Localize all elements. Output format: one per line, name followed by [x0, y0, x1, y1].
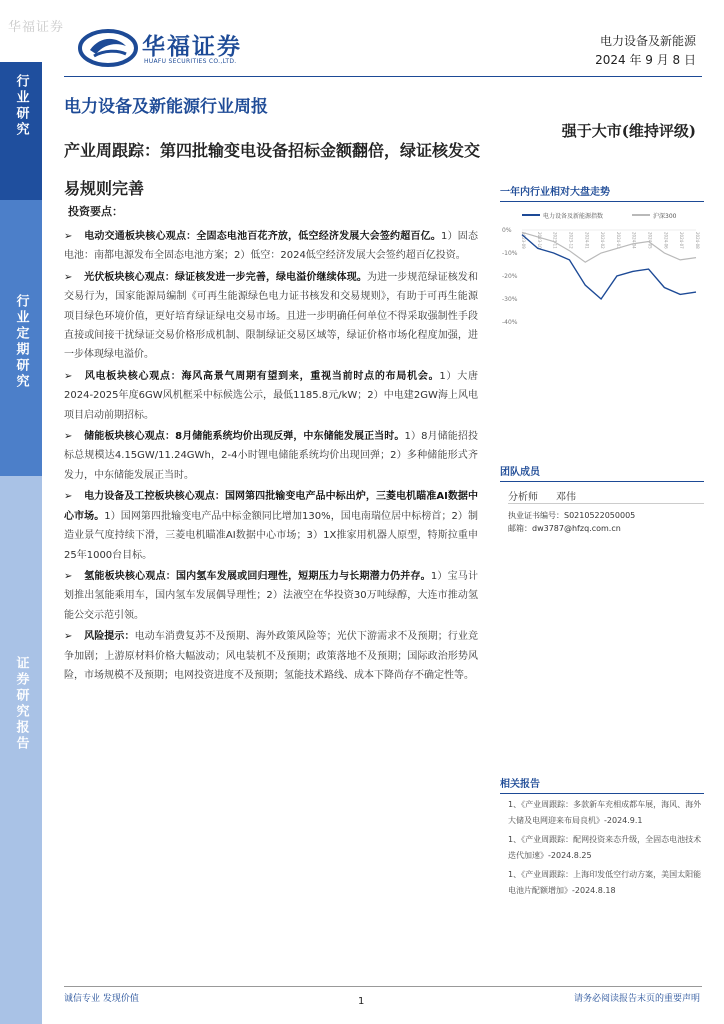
highlights-heading: 投资要点：	[68, 205, 123, 218]
highlight-headline: 光伏板块核心观点：绿证核发进一步完善，绿电溢价继续体现。	[84, 271, 367, 283]
sidebar-label: 证券研究报告	[13, 656, 29, 752]
x-tick-label: 2024-07	[679, 232, 685, 249]
chart-heading: 一年内行业相对大盘走势	[500, 183, 704, 202]
x-tick-label: 2024-06	[663, 232, 669, 249]
highlight-point	[64, 627, 478, 685]
team-heading: 团队成员	[500, 463, 704, 482]
team-info	[508, 488, 704, 535]
analyst-label: 分析师	[508, 492, 538, 503]
highlights-list	[64, 227, 478, 685]
highlight-body: 1）大唐2024-2025年度6GW风机框采中标候选公示，最低1185.8元/kW；2）中电建2GW海上风电项目启动前期招标。	[64, 370, 478, 421]
logo-name-cn: 华福证券	[142, 33, 242, 60]
report-title: 电力设备及新能源行业周报	[64, 97, 268, 117]
y-tick-label: -10%	[502, 250, 518, 257]
y-tick-label: -40%	[502, 319, 518, 326]
highlight-headline: 电力设备及工控板块核心观点：国网第四批输变电产品中标出炉，三菱电机瞄准AI数据中心市场。	[64, 491, 478, 522]
x-tick-label: 2024-05	[647, 232, 653, 249]
series-line-hs300	[522, 232, 696, 262]
highlight-headline: 储能板块核心观点：8月储能系统均价出现反弹，中东储能发展正当时。	[84, 431, 405, 443]
footer-slogan: 诚信专业 发现价值	[64, 994, 139, 1004]
logo-name-en: HUAFU SECURITIES CO.,LTD.	[144, 58, 237, 65]
header-category: 电力设备及新能源	[599, 34, 696, 48]
highlight-point	[64, 567, 478, 625]
highlight-body: 1）宝马计划推出氢能乘用车，国内氢车发展偶导理性；2）法液空在华投资30万吨绿醇，大连市推动氢能公交示范引领。	[64, 570, 478, 621]
sidebar-block-periodic-research	[0, 200, 42, 476]
trend-chart	[500, 206, 704, 330]
sidebar-block-industry-research	[0, 62, 42, 200]
related-report-item[interactable]: 1、《产业周跟踪：多款新车充相成都车展，海风、海外大储及电网迎来布局良机》-2024.9.1	[508, 800, 702, 825]
y-tick-label: 0%	[502, 227, 512, 234]
y-tick-label: -30%	[502, 296, 518, 303]
highlight-point	[64, 227, 478, 266]
x-tick-label: 2023-10	[536, 232, 542, 249]
team-divider	[508, 503, 704, 504]
footer-disclaimer: 请务必阅读报告末页的重要声明	[573, 994, 700, 1004]
related-report-item[interactable]: 1、《产业周跟踪：配网投资来态升级，全固态电池技术迭代加速》-2024.8.25	[508, 835, 702, 860]
highlight-body: 电动车消费复苏不及预期、海外政策风险等；光伏下游需求不及预期；行业竞争加剧；上游原材料价格大幅波动；风电装机不及预期；政策落地不及预期；国际政治形势风险，市场规模不及预期；电网投资进度不及预期；氢能技术路线、成本下降尚存不确定性等。	[64, 631, 479, 681]
x-tick-label: 2023-11	[552, 232, 558, 249]
license-number: S0210522050005	[564, 511, 636, 520]
highlight-headline: 风险提示：	[84, 631, 135, 643]
header-date: 2024 年 9 月 8 日	[595, 53, 696, 67]
license-label: 执业证书编号：	[508, 511, 564, 520]
x-tick-label: 2024-04	[631, 232, 637, 249]
highlight-body: 为进一步规范绿证核发和交易行为，国家能源局编制《可再生能源绿色电力证书核发和交易规则》，有助于可再生能源项目绿色环境价值，更好培育绿证绿电交易市场。且进一步明确任何单位不得采取强制性手段直接或间接干扰绿证交易价格形成机制、限制绿证交易区域等，绿证价格市场化程度加强，进一步体现绿电溢价。	[64, 271, 479, 361]
highlight-body: 1）8月储能招投标总规模达4.15GW/11.24GWh，2-4小时锂电储能系统均价出现回弹；2）多种储能形式齐发力，中东储能发展正当时。	[64, 431, 478, 481]
highlight-body: 1）固态电池：南都电源发布全固态电池方案；2）低空：2024低空经济发展大会签约超百亿投资。	[64, 231, 478, 262]
sidebar-block-securities-report	[0, 476, 42, 1024]
highlight-point	[64, 268, 478, 365]
sidebar-label: 行业定期研究	[13, 294, 29, 390]
related-reports	[508, 797, 704, 902]
trend-chart-svg	[500, 206, 704, 330]
footer-divider	[64, 986, 702, 987]
x-tick-label: 2024-08	[695, 232, 700, 249]
series-line-industry	[522, 235, 696, 299]
legend-label-hs300: 沪深300	[653, 213, 677, 220]
arrow-bullet-icon: ➢	[64, 491, 73, 503]
page-number: 1	[358, 996, 365, 1007]
x-tick-label: 2024-02	[600, 232, 606, 249]
highlight-point	[64, 487, 478, 565]
watermark: 华福证券	[8, 20, 65, 35]
arrow-bullet-icon: ➢	[64, 431, 73, 443]
arrow-bullet-icon: ➢	[64, 370, 73, 382]
highlight-headline: 电动交通板块核心观点：全固态电池百花齐放，低空经济发展大会签约超百亿。	[84, 231, 442, 242]
arrow-bullet-icon: ➢	[64, 631, 73, 643]
related-report-item[interactable]: 1、《产业周跟踪：上海印发低空行动方案，美国太阳能电池片配额增加》-2024.8.18	[508, 870, 702, 895]
arrow-bullet-icon: ➢	[64, 570, 73, 582]
highlight-point	[64, 367, 478, 425]
x-tick-label: 2023-12	[568, 232, 574, 249]
x-tick-label: 2023-09	[521, 232, 526, 249]
investment-highlights	[64, 203, 478, 687]
report-subtitle: 产业周跟踪：第四批输变电设备招标金额翻倍，绿证核发交易规则完善	[64, 141, 481, 198]
y-tick-label: -20%	[502, 273, 518, 280]
arrow-bullet-icon: ➢	[64, 231, 73, 242]
header-divider	[64, 76, 702, 77]
header-info	[595, 32, 696, 70]
analyst-name: 邓伟	[556, 492, 576, 503]
arrow-bullet-icon: ➢	[64, 271, 73, 283]
related-heading: 相关报告	[500, 775, 704, 794]
highlight-body: 1）国网第四批输变电产品中标金额同比增加130%，国电南瑞位居中标榜首；2）制造业景气度持续下滑，三菱电机瞄准AI数据中心市场；3）1X推家用机器人原型，特斯拉重申25年1000台目标。	[64, 510, 478, 561]
email-link[interactable]: dw3787@hfzq.com.cn	[532, 524, 621, 533]
company-logo	[78, 26, 268, 70]
email-label: 邮箱：	[508, 524, 532, 533]
logo-mark-icon	[78, 28, 138, 68]
highlight-headline: 风电板块核心观点：海风高景气周期有望到来，重视当前时点的布局机会。	[84, 370, 440, 382]
sidebar-label: 行业研究	[13, 74, 29, 138]
rating: 强于大市(维持评级)	[561, 122, 696, 140]
x-tick-label: 2024-03	[615, 232, 621, 249]
x-tick-label: 2024-01	[584, 232, 590, 249]
highlight-headline: 氢能板块核心观点：国内氢车发展或回归理性，短期压力与长期潜力仍并存。	[84, 570, 431, 582]
legend-label-industry: 电力设备及新能源指数	[543, 213, 604, 220]
highlight-point	[64, 427, 478, 485]
